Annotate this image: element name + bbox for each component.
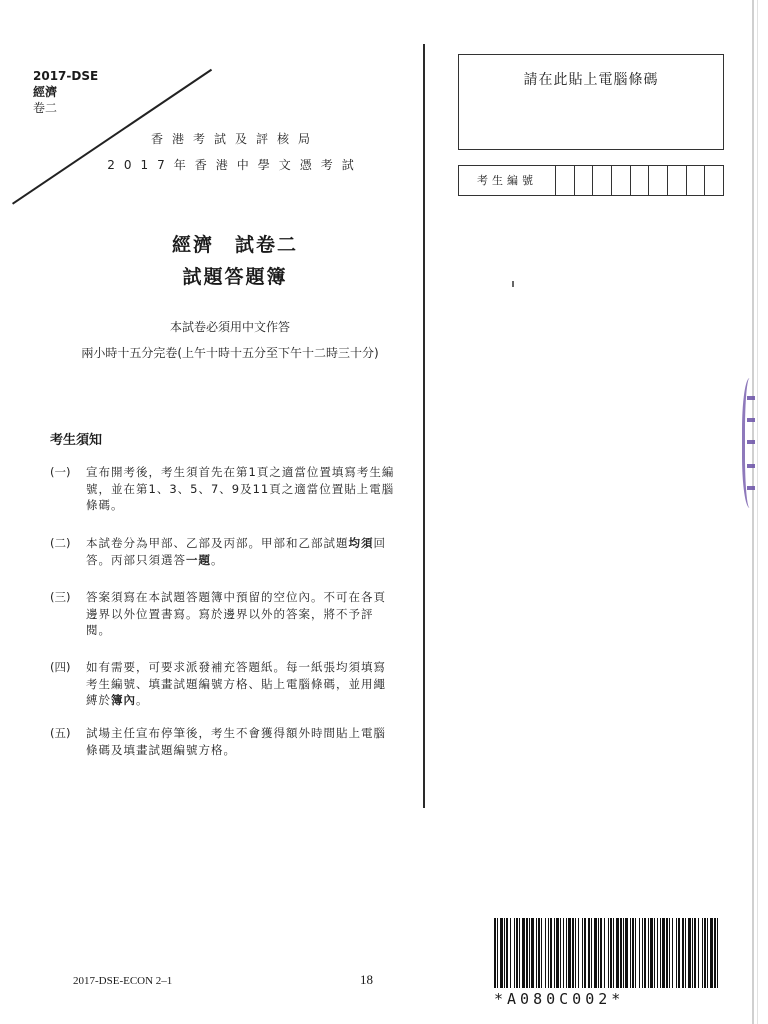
- note-item: [50, 589, 395, 639]
- barcode-text: *A080C002*: [494, 990, 625, 1008]
- candidate-number-cell[interactable]: [687, 166, 706, 195]
- note-number: (一): [50, 465, 71, 479]
- note-item: [50, 535, 395, 568]
- candidate-number-label: 考生編號: [459, 166, 556, 195]
- note-item: [50, 725, 395, 758]
- note-text: 宣布開考後，考生須首先在第1頁之適當位置填寫考生編號，並在第1、3、5、7、9及11頁之適當位置貼上電腦條碼。: [86, 465, 395, 512]
- barcode-sticker-area: [458, 54, 724, 150]
- page-edge-line: [752, 0, 754, 1024]
- note-text: 答案須寫在本試題答題簿中預留的空位內。不可在各頁邊界以外位置書寫。寫於邊界以外的答案，將不予評閱。: [86, 590, 386, 637]
- duration-instruction: 兩小時十五分完卷(上午十時十五分至下午十二時三十分): [81, 346, 379, 360]
- margin-divider: [423, 44, 425, 808]
- notes-heading: 考生須知: [50, 433, 103, 448]
- candidate-number-cell[interactable]: [705, 166, 723, 195]
- exam-name: 2017年香港中學文憑考試: [107, 158, 363, 172]
- barcode-bar: [717, 918, 718, 988]
- candidate-number-cell[interactable]: [649, 166, 668, 195]
- candidate-number-cell[interactable]: [556, 166, 575, 195]
- note-item: [50, 464, 395, 514]
- paper-number: 卷二: [33, 101, 58, 115]
- language-instruction: 本試卷必須用中文作答: [169, 320, 290, 334]
- booklet-title: 試題答題簿: [182, 266, 288, 288]
- candidate-number-grid: [458, 165, 724, 196]
- barcode-sticker-label: 請在此貼上電腦條碼: [523, 72, 659, 88]
- paper-subject: 經濟: [33, 85, 58, 99]
- exam-authority: 香港考試及評核局: [150, 132, 319, 146]
- purple-stamp: [742, 378, 761, 508]
- footer-page-number: 18: [360, 972, 373, 987]
- note-text: 本試卷分為甲部、乙部及丙部。甲部和乙部試題均須回答。丙部只須選答一題。: [86, 536, 386, 567]
- footer-paper-code: 2017-DSE-ECON 2–1: [73, 975, 173, 987]
- candidate-number-cell[interactable]: [612, 166, 631, 195]
- note-item: [50, 659, 395, 709]
- paper-year-code: 2017-DSE: [33, 69, 99, 83]
- candidate-number-cell[interactable]: [631, 166, 650, 195]
- paper-title: 經濟 試卷二: [171, 234, 298, 256]
- candidate-number-cell[interactable]: [575, 166, 594, 195]
- paper-code-corner: [33, 68, 98, 116]
- candidate-number-cell[interactable]: [593, 166, 612, 195]
- candidate-number-cell[interactable]: [668, 166, 687, 195]
- barcode-graphic: [494, 918, 719, 988]
- note-number: (五): [50, 726, 71, 740]
- note-number: (三): [50, 590, 71, 604]
- note-text: 試場主任宣布停筆後，考生不會獲得額外時間貼上電腦條碼及填畫試題編號方格。: [86, 726, 386, 757]
- page-edge-line: [757, 0, 758, 1024]
- scan-mark: [512, 281, 514, 287]
- note-number: (二): [50, 536, 71, 550]
- note-number: (四): [50, 660, 71, 674]
- note-text: 如有需要，可要求派發補充答題紙。每一紙張均須填寫考生編號、填畫試題編號方格、貼上電腦條碼，並用繩縛於簿內。: [86, 660, 386, 707]
